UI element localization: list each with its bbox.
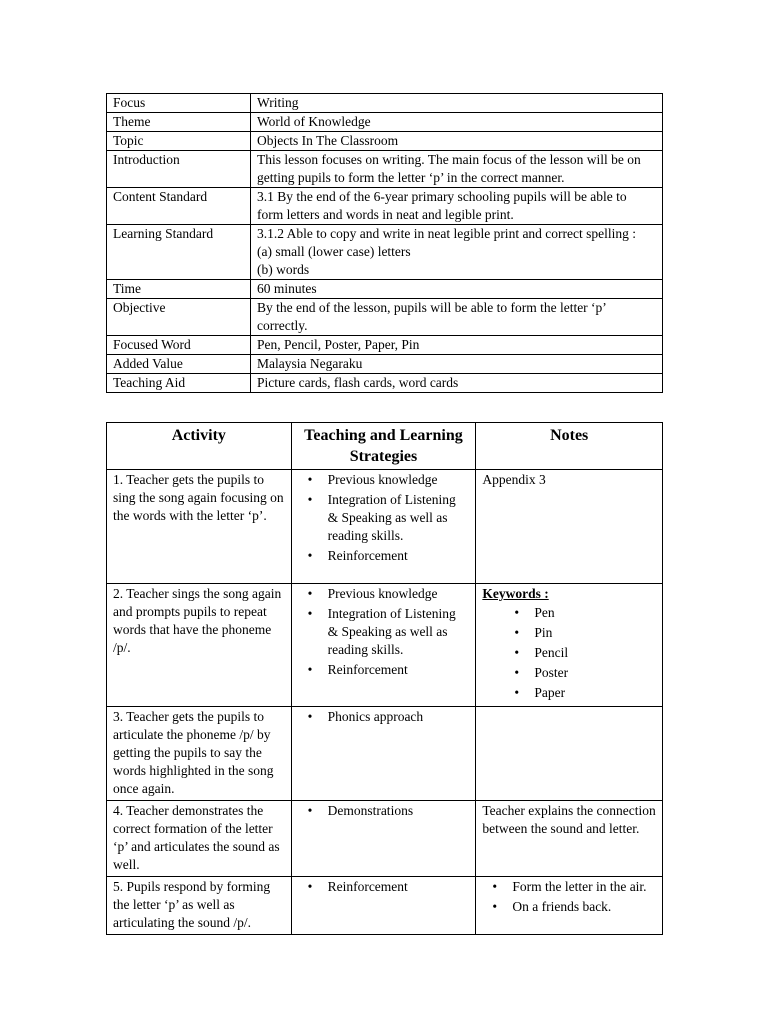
- info-row: [107, 355, 663, 374]
- strategy-item: • Phonics approach: [328, 708, 470, 726]
- strategies-cell: [291, 470, 476, 584]
- info-label: Theme: [107, 113, 251, 132]
- notes-list: [482, 878, 656, 916]
- info-sub-line: (b) words: [257, 262, 310, 277]
- info-label: Time: [107, 280, 251, 299]
- activity-cell: 3. Teacher gets the pupils to articulate the phoneme /p/ by getting the pupils to say the words highlighted in the song once again.: [107, 707, 292, 801]
- notes-cell: [476, 877, 663, 935]
- info-row: [107, 225, 663, 280]
- notes-header: Notes: [476, 423, 663, 470]
- info-value-text: World of Knowledge: [257, 114, 371, 129]
- info-value-text: Objects In The Classroom: [257, 133, 399, 148]
- info-value-text: 3.1 By the end of the 6-year primary schooling pupils will be able to form letters and words in neat and legible print.: [257, 189, 627, 222]
- strategies-list: [298, 471, 470, 565]
- info-label: Focused Word: [107, 336, 251, 355]
- info-row: [107, 280, 663, 299]
- info-value: [251, 374, 663, 393]
- info-row: [107, 94, 663, 113]
- notes-item: • Form the letter in the air.: [512, 878, 656, 896]
- info-value-text: 3.1.2 Able to copy and write in neat legible print and correct spelling :: [257, 226, 637, 241]
- activity-cell: 1. Teacher gets the pupils to sing the song again focusing on the words with the letter ‘p’.: [107, 470, 292, 584]
- activity-row: [107, 877, 663, 935]
- strategies-header: Teaching and Learning Strategies: [291, 423, 476, 470]
- activity-header: Activity: [107, 423, 292, 470]
- strategies-cell: [291, 584, 476, 707]
- info-label: Content Standard: [107, 188, 251, 225]
- info-value: [251, 299, 663, 336]
- info-label: Teaching Aid: [107, 374, 251, 393]
- activity-row: [107, 584, 663, 707]
- info-value-text: By the end of the lesson, pupils will be able to form the letter ‘p’ correctly.: [257, 300, 606, 333]
- activity-table: [106, 422, 663, 935]
- keyword-item: • Pen: [534, 604, 656, 622]
- strategy-item: • Integration of Listening & Speaking as well as reading skills.: [328, 491, 470, 545]
- info-row: [107, 151, 663, 188]
- notes-cell: [476, 707, 663, 801]
- strategy-item: • Reinforcement: [328, 547, 470, 565]
- activity-row: [107, 470, 663, 584]
- strategy-item: • Reinforcement: [328, 878, 470, 896]
- activity-cell: 5. Pupils respond by forming the letter ‘p’ as well as articulating the sound /p/.: [107, 877, 292, 935]
- info-row: [107, 374, 663, 393]
- info-label: Focus: [107, 94, 251, 113]
- strategies-cell: [291, 801, 476, 877]
- info-value: [251, 336, 663, 355]
- strategy-item: • Previous knowledge: [328, 471, 470, 489]
- activity-cell: 2. Teacher sings the song again and prompts pupils to repeat words that have the phoneme /p/.: [107, 584, 292, 707]
- strategies-cell: [291, 877, 476, 935]
- keyword-item: • Pencil: [534, 644, 656, 662]
- notes-cell: [476, 801, 663, 877]
- notes-cell: [476, 584, 663, 707]
- info-value: [251, 280, 663, 299]
- notes-item: • On a friends back.: [512, 898, 656, 916]
- info-label: Topic: [107, 132, 251, 151]
- info-row: [107, 188, 663, 225]
- info-label: Introduction: [107, 151, 251, 188]
- info-value: [251, 151, 663, 188]
- info-row: [107, 113, 663, 132]
- info-value-text: Picture cards, flash cards, word cards: [257, 375, 459, 390]
- info-value: [251, 225, 663, 280]
- info-sub-line: (a) small (lower case) letters: [257, 244, 411, 259]
- info-value-text: This lesson focuses on writing. The main focus of the lesson will be on getting pupils to form the letter ‘p’ in the correct manner.: [257, 152, 641, 185]
- info-value: [251, 188, 663, 225]
- info-label: Added Value: [107, 355, 251, 374]
- info-value-text: Pen, Pencil, Poster, Paper, Pin: [257, 337, 420, 352]
- info-value-text: 60 minutes: [257, 281, 317, 296]
- keyword-item: • Poster: [534, 664, 656, 682]
- activity-row: [107, 801, 663, 877]
- info-value: [251, 94, 663, 113]
- info-value-text: Malaysia Negaraku: [257, 356, 363, 371]
- strategies-list: [298, 878, 470, 896]
- info-label: Learning Standard: [107, 225, 251, 280]
- strategy-item: • Demonstrations: [328, 802, 470, 820]
- info-row: [107, 299, 663, 336]
- keywords-list: [482, 604, 656, 702]
- strategies-list: [298, 708, 470, 726]
- info-value: [251, 355, 663, 374]
- keywords-title: Keywords :: [482, 586, 549, 601]
- activity-cell: 4. Teacher demonstrates the correct formation of the letter ‘p’ and articulates the sound as well.: [107, 801, 292, 877]
- keyword-item: • Pin: [534, 624, 656, 642]
- keyword-item: • Paper: [534, 684, 656, 702]
- info-row: [107, 132, 663, 151]
- strategies-list: [298, 802, 470, 820]
- strategies-cell: [291, 707, 476, 801]
- strategies-list: [298, 585, 470, 679]
- activity-row: [107, 707, 663, 801]
- info-value-text: Writing: [257, 95, 299, 110]
- strategy-item: • Previous knowledge: [328, 585, 470, 603]
- notes-text: Appendix 3: [482, 472, 546, 487]
- strategy-item: • Reinforcement: [328, 661, 470, 679]
- notes-cell: [476, 470, 663, 584]
- activity-header-row: [107, 423, 663, 470]
- lesson-info-table: [106, 93, 663, 393]
- info-value: [251, 132, 663, 151]
- info-row: [107, 336, 663, 355]
- info-label: Objective: [107, 299, 251, 336]
- notes-text: Teacher explains the connection between the sound and letter.: [482, 803, 656, 836]
- strategy-item: • Integration of Listening & Speaking as well as reading skills.: [328, 605, 470, 659]
- info-value: [251, 113, 663, 132]
